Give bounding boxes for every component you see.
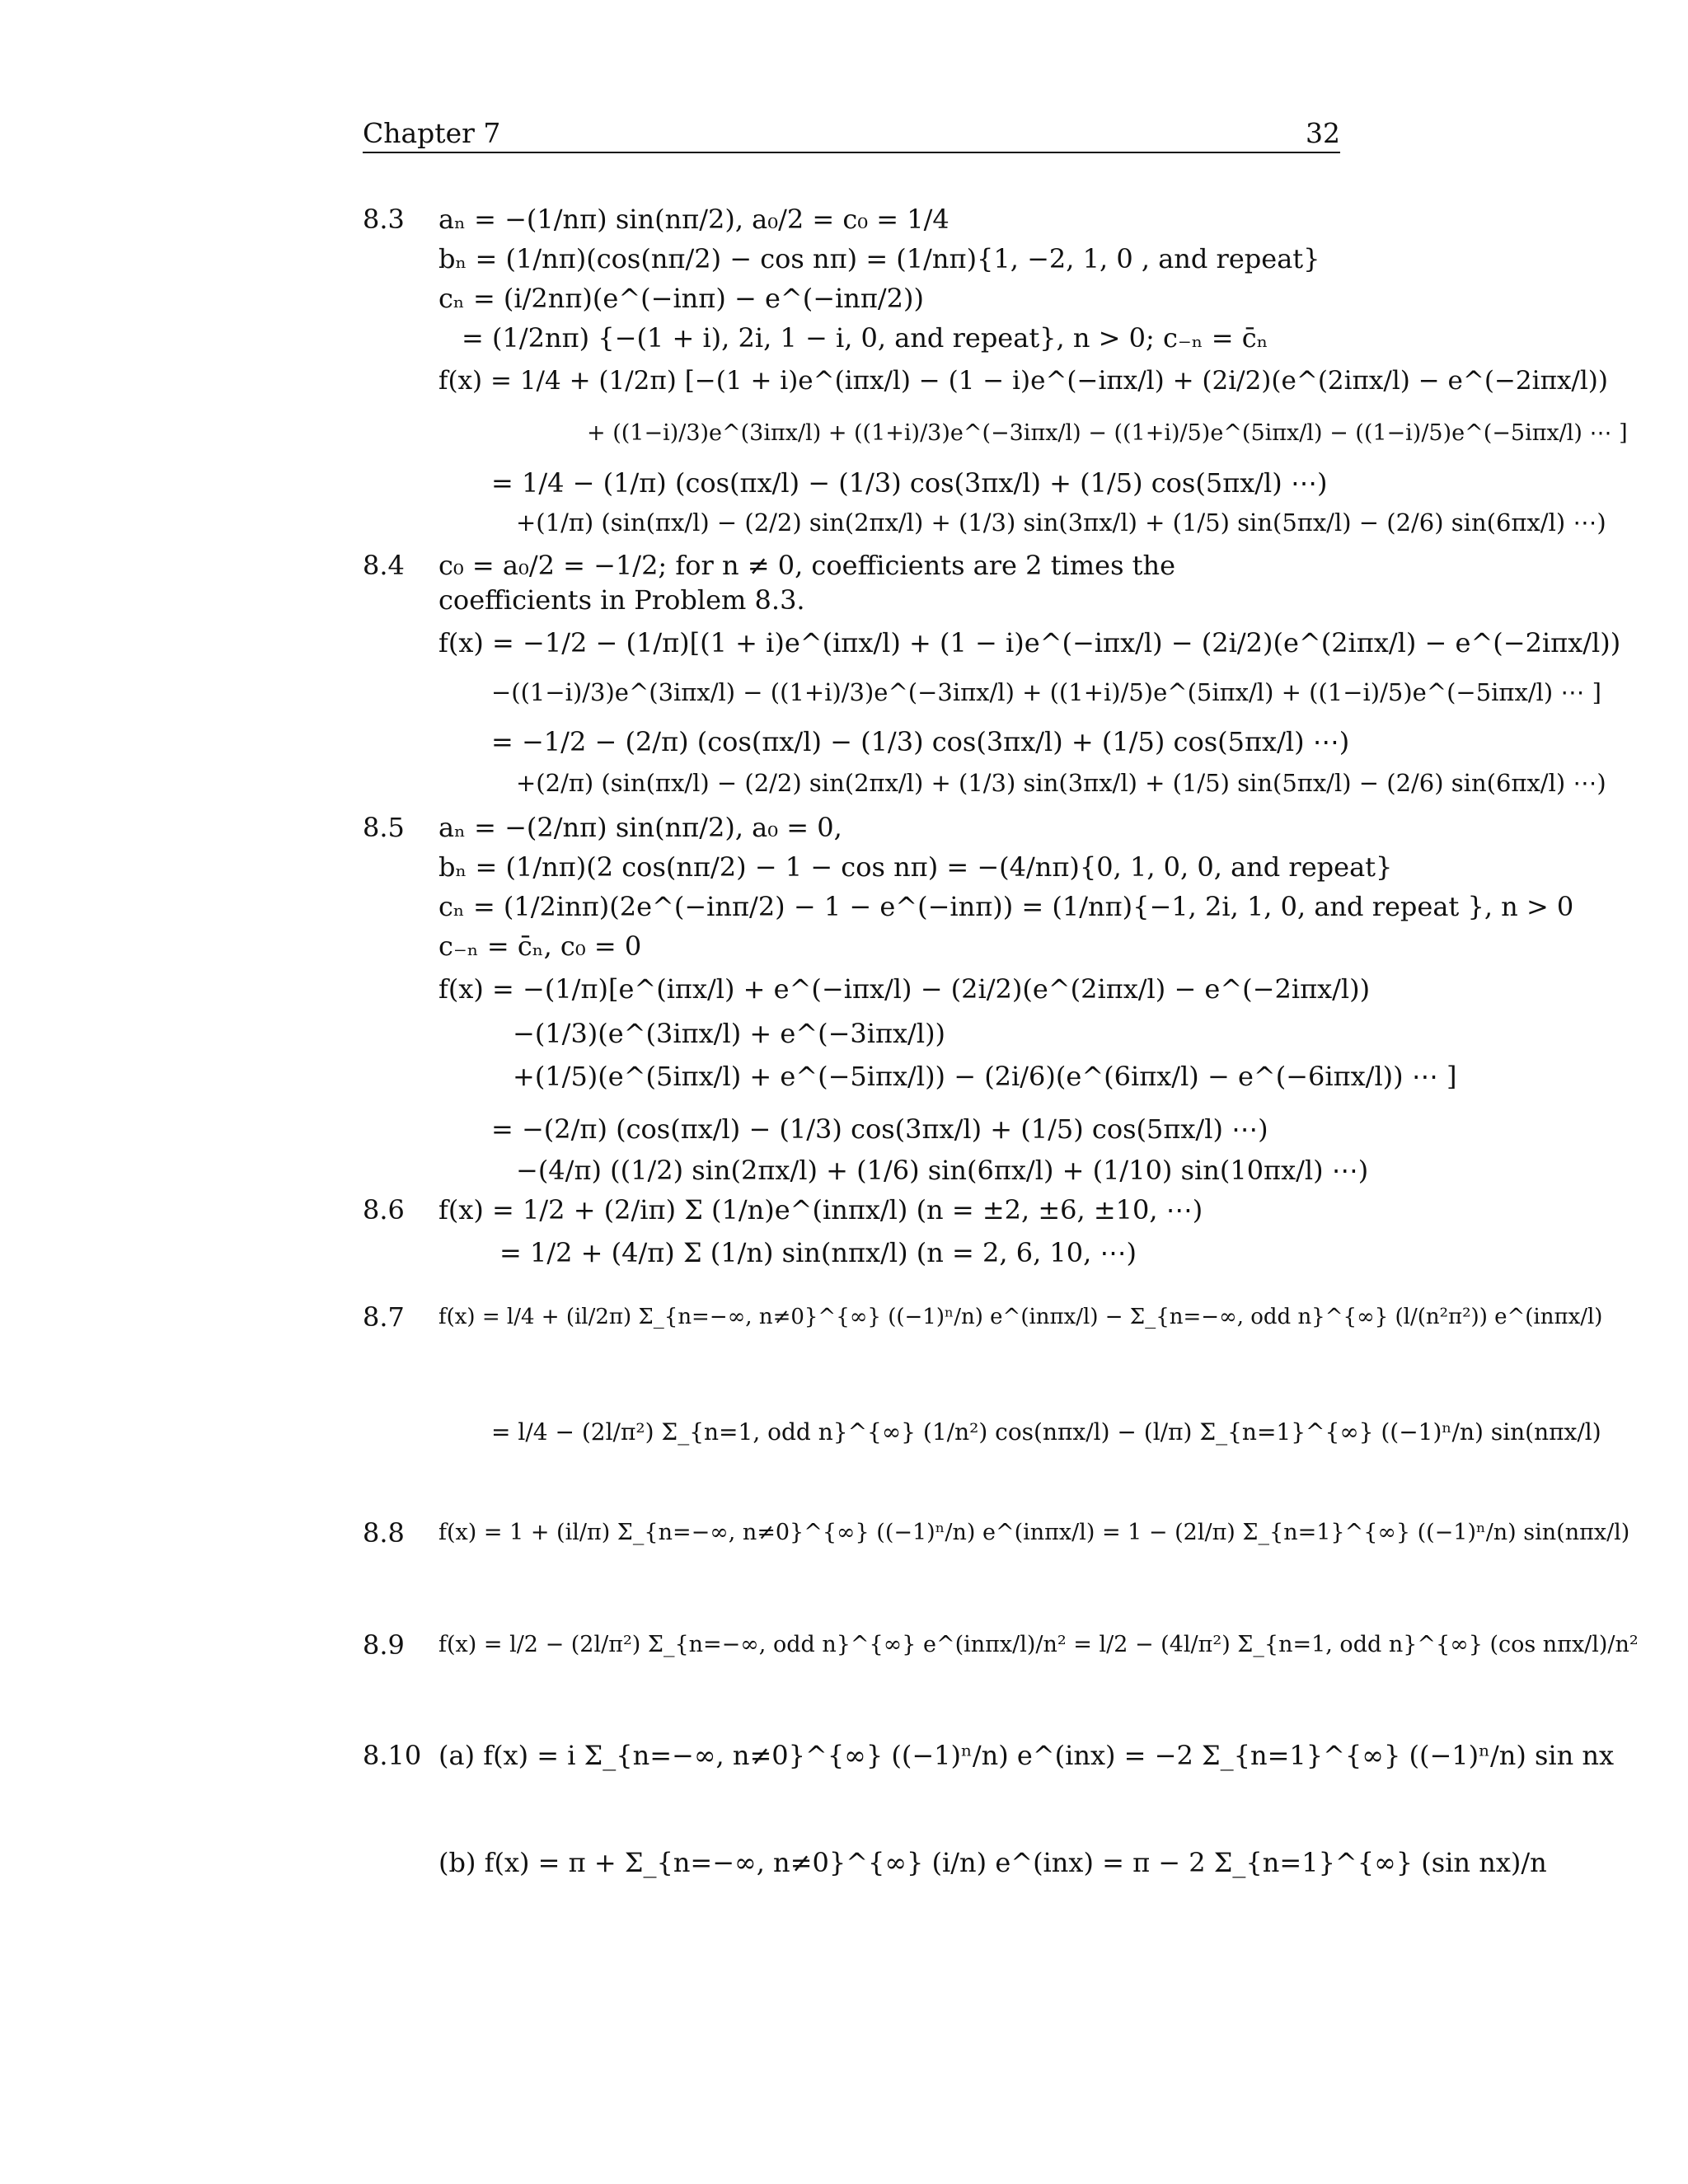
equation-line: +(1/5)(e^(5iπx/l) + e^(−5iπx/l)) − (2i/6)(e^(6iπx/l) − e^(−6iπx/l)) ⋯ ] — [513, 1061, 1457, 1092]
problem-number: 8.9 — [363, 1629, 405, 1661]
equation-line: = −(2/π) (cos(πx/l) − (1/3) cos(3πx/l) + (1/5) cos(5πx/l) ⋯) — [491, 1113, 1268, 1145]
equation-line: + ((1−i)/3)e^(3iπx/l) + ((1+i)/3)e^(−3iπx/l) − ((1+i)/5)e^(5iπx/l) − ((1−i)/5)e^(−5iπx/l) ⋯ ] — [587, 420, 1628, 446]
equation-line: f(x) = 1/2 + (2/iπ) Σ (1/n)e^(inπx/l) (n = ±2, ±6, ±10, ⋯) — [438, 1194, 1203, 1226]
problem-number: 8.6 — [363, 1194, 405, 1226]
equation-line: c₋ₙ = c̄ₙ, c₀ = 0 — [438, 930, 642, 962]
equation-line: cₙ = (i/2nπ)(e^(−inπ) − e^(−inπ/2)) — [438, 283, 924, 314]
equation-line: = l/4 − (2l/π²) Σ_{n=1, odd n}^{∞} (1/n²) cos(nπx/l) − (l/π) Σ_{n=1}^{∞} ((−1)ⁿ/n) sin(nπx/l) — [491, 1418, 1601, 1446]
problem-number: 8.4 — [363, 550, 405, 581]
equation-line: f(x) = l/2 − (2l/π²) Σ_{n=−∞, odd n}^{∞} e^(inπx/l)/n² = l/2 − (4l/π²) Σ_{n=1, odd n}^{∞} (cos nπx/l)/n² — [438, 1632, 1639, 1657]
equation-line: = −1/2 − (2/π) (cos(πx/l) − (1/3) cos(3πx/l) + (1/5) cos(5πx/l) ⋯) — [491, 726, 1350, 757]
problem-number: 8.3 — [363, 204, 405, 235]
equation-line: f(x) = 1 + (il/π) Σ_{n=−∞, n≠0}^{∞} ((−1)ⁿ/n) e^(inπx/l) = 1 − (2l/π) Σ_{n=1}^{∞} ((−1)ⁿ/n) sin(nπx/l) — [438, 1520, 1630, 1545]
equation-line: bₙ = (1/nπ)(2 cos(nπ/2) − 1 − cos nπ) = −(4/nπ){0, 1, 0, 0, and repeat} — [438, 851, 1393, 883]
equation-line: c₀ = a₀/2 = −1/2; for n ≠ 0, coefficients are 2 times the — [438, 550, 1176, 581]
equation-line: = 1/2 + (4/π) Σ (1/n) sin(nπx/l) (n = 2, 6, 10, ⋯) — [499, 1237, 1137, 1268]
equation-line: coefficients in Problem 8.3. — [438, 584, 805, 616]
equation-line: f(x) = −(1/π)[e^(iπx/l) + e^(−iπx/l) − (2i/2)(e^(2iπx/l) − e^(−2iπx/l)) — [438, 973, 1371, 1005]
equation-line: aₙ = −(2/nπ) sin(nπ/2), a₀ = 0, — [438, 812, 842, 843]
equation-line: −(1/3)(e^(3iπx/l) + e^(−3iπx/l)) — [513, 1018, 946, 1049]
equation-line: +(1/π) (sin(πx/l) − (2/2) sin(2πx/l) + (1/3) sin(3πx/l) + (1/5) sin(5πx/l) − (2/6) sin(6πx/l) ⋯) — [516, 509, 1606, 537]
equation-line: cₙ = (1/2inπ)(2e^(−inπ/2) − 1 − e^(−inπ)) = (1/nπ){−1, 2i, 1, 0, and repeat }, n > 0 — [438, 891, 1574, 922]
equation-line: aₙ = −(1/nπ) sin(nπ/2), a₀/2 = c₀ = 1/4 — [438, 204, 950, 235]
equation-line: (a) f(x) = i Σ_{n=−∞, n≠0}^{∞} ((−1)ⁿ/n) e^(inx) = −2 Σ_{n=1}^{∞} ((−1)ⁿ/n) sin nx — [438, 1740, 1615, 1771]
equation-line: (b) f(x) = π + Σ_{n=−∞, n≠0}^{∞} (i/n) e^(inx) = π − 2 Σ_{n=1}^{∞} (sin nx)/n — [438, 1847, 1547, 1878]
chapter-title: Chapter 7 — [363, 117, 501, 149]
page-header — [363, 114, 1340, 153]
equation-line: f(x) = 1/4 + (1/2π) [−(1 + i)e^(iπx/l) − (1 − i)e^(−iπx/l) + (2i/2)(e^(2iπx/l) − e^(−2iπx/l)) — [438, 366, 1608, 396]
problem-number: 8.8 — [363, 1517, 405, 1549]
equation-line: f(x) = −1/2 − (1/π)[(1 + i)e^(iπx/l) + (1 − i)e^(−iπx/l) − (2i/2)(e^(2iπx/l) − e^(−2iπx/l)) — [438, 627, 1621, 658]
equation-line: −(4/π) ((1/2) sin(2πx/l) + (1/6) sin(6πx/l) + (1/10) sin(10πx/l) ⋯) — [516, 1155, 1369, 1186]
problem-number: 8.10 — [363, 1740, 422, 1771]
equation-line: +(2/π) (sin(πx/l) − (2/2) sin(2πx/l) + (1/3) sin(3πx/l) + (1/5) sin(5πx/l) − (2/6) sin(6πx/l) ⋯) — [516, 769, 1606, 797]
equation-line: −((1−i)/3)e^(3iπx/l) − ((1+i)/3)e^(−3iπx/l) + ((1+i)/5)e^(5iπx/l) + ((1−i)/5)e^(−5iπx/l) ⋯ ] — [491, 678, 1601, 706]
equation-line: bₙ = (1/nπ)(cos(nπ/2) − cos nπ) = (1/nπ){1, −2, 1, 0 , and repeat} — [438, 243, 1320, 274]
equation-line: f(x) = l/4 + (il/2π) Σ_{n=−∞, n≠0}^{∞} ((−1)ⁿ/n) e^(inπx/l) − Σ_{n=−∞, odd n}^{∞} (l/(n²π²)) e^(inπx/l) — [438, 1305, 1603, 1329]
equation-line: = 1/4 − (1/π) (cos(πx/l) − (1/3) cos(3πx/l) + (1/5) cos(5πx/l) ⋯) — [491, 467, 1328, 499]
problem-number: 8.7 — [363, 1301, 405, 1333]
problem-number: 8.5 — [363, 812, 405, 843]
equation-line: = (1/2nπ) {−(1 + i), 2i, 1 − i, 0, and repeat}, n > 0; c₋ₙ = c̄ₙ — [462, 322, 1268, 354]
page-number: 32 — [1306, 117, 1340, 149]
